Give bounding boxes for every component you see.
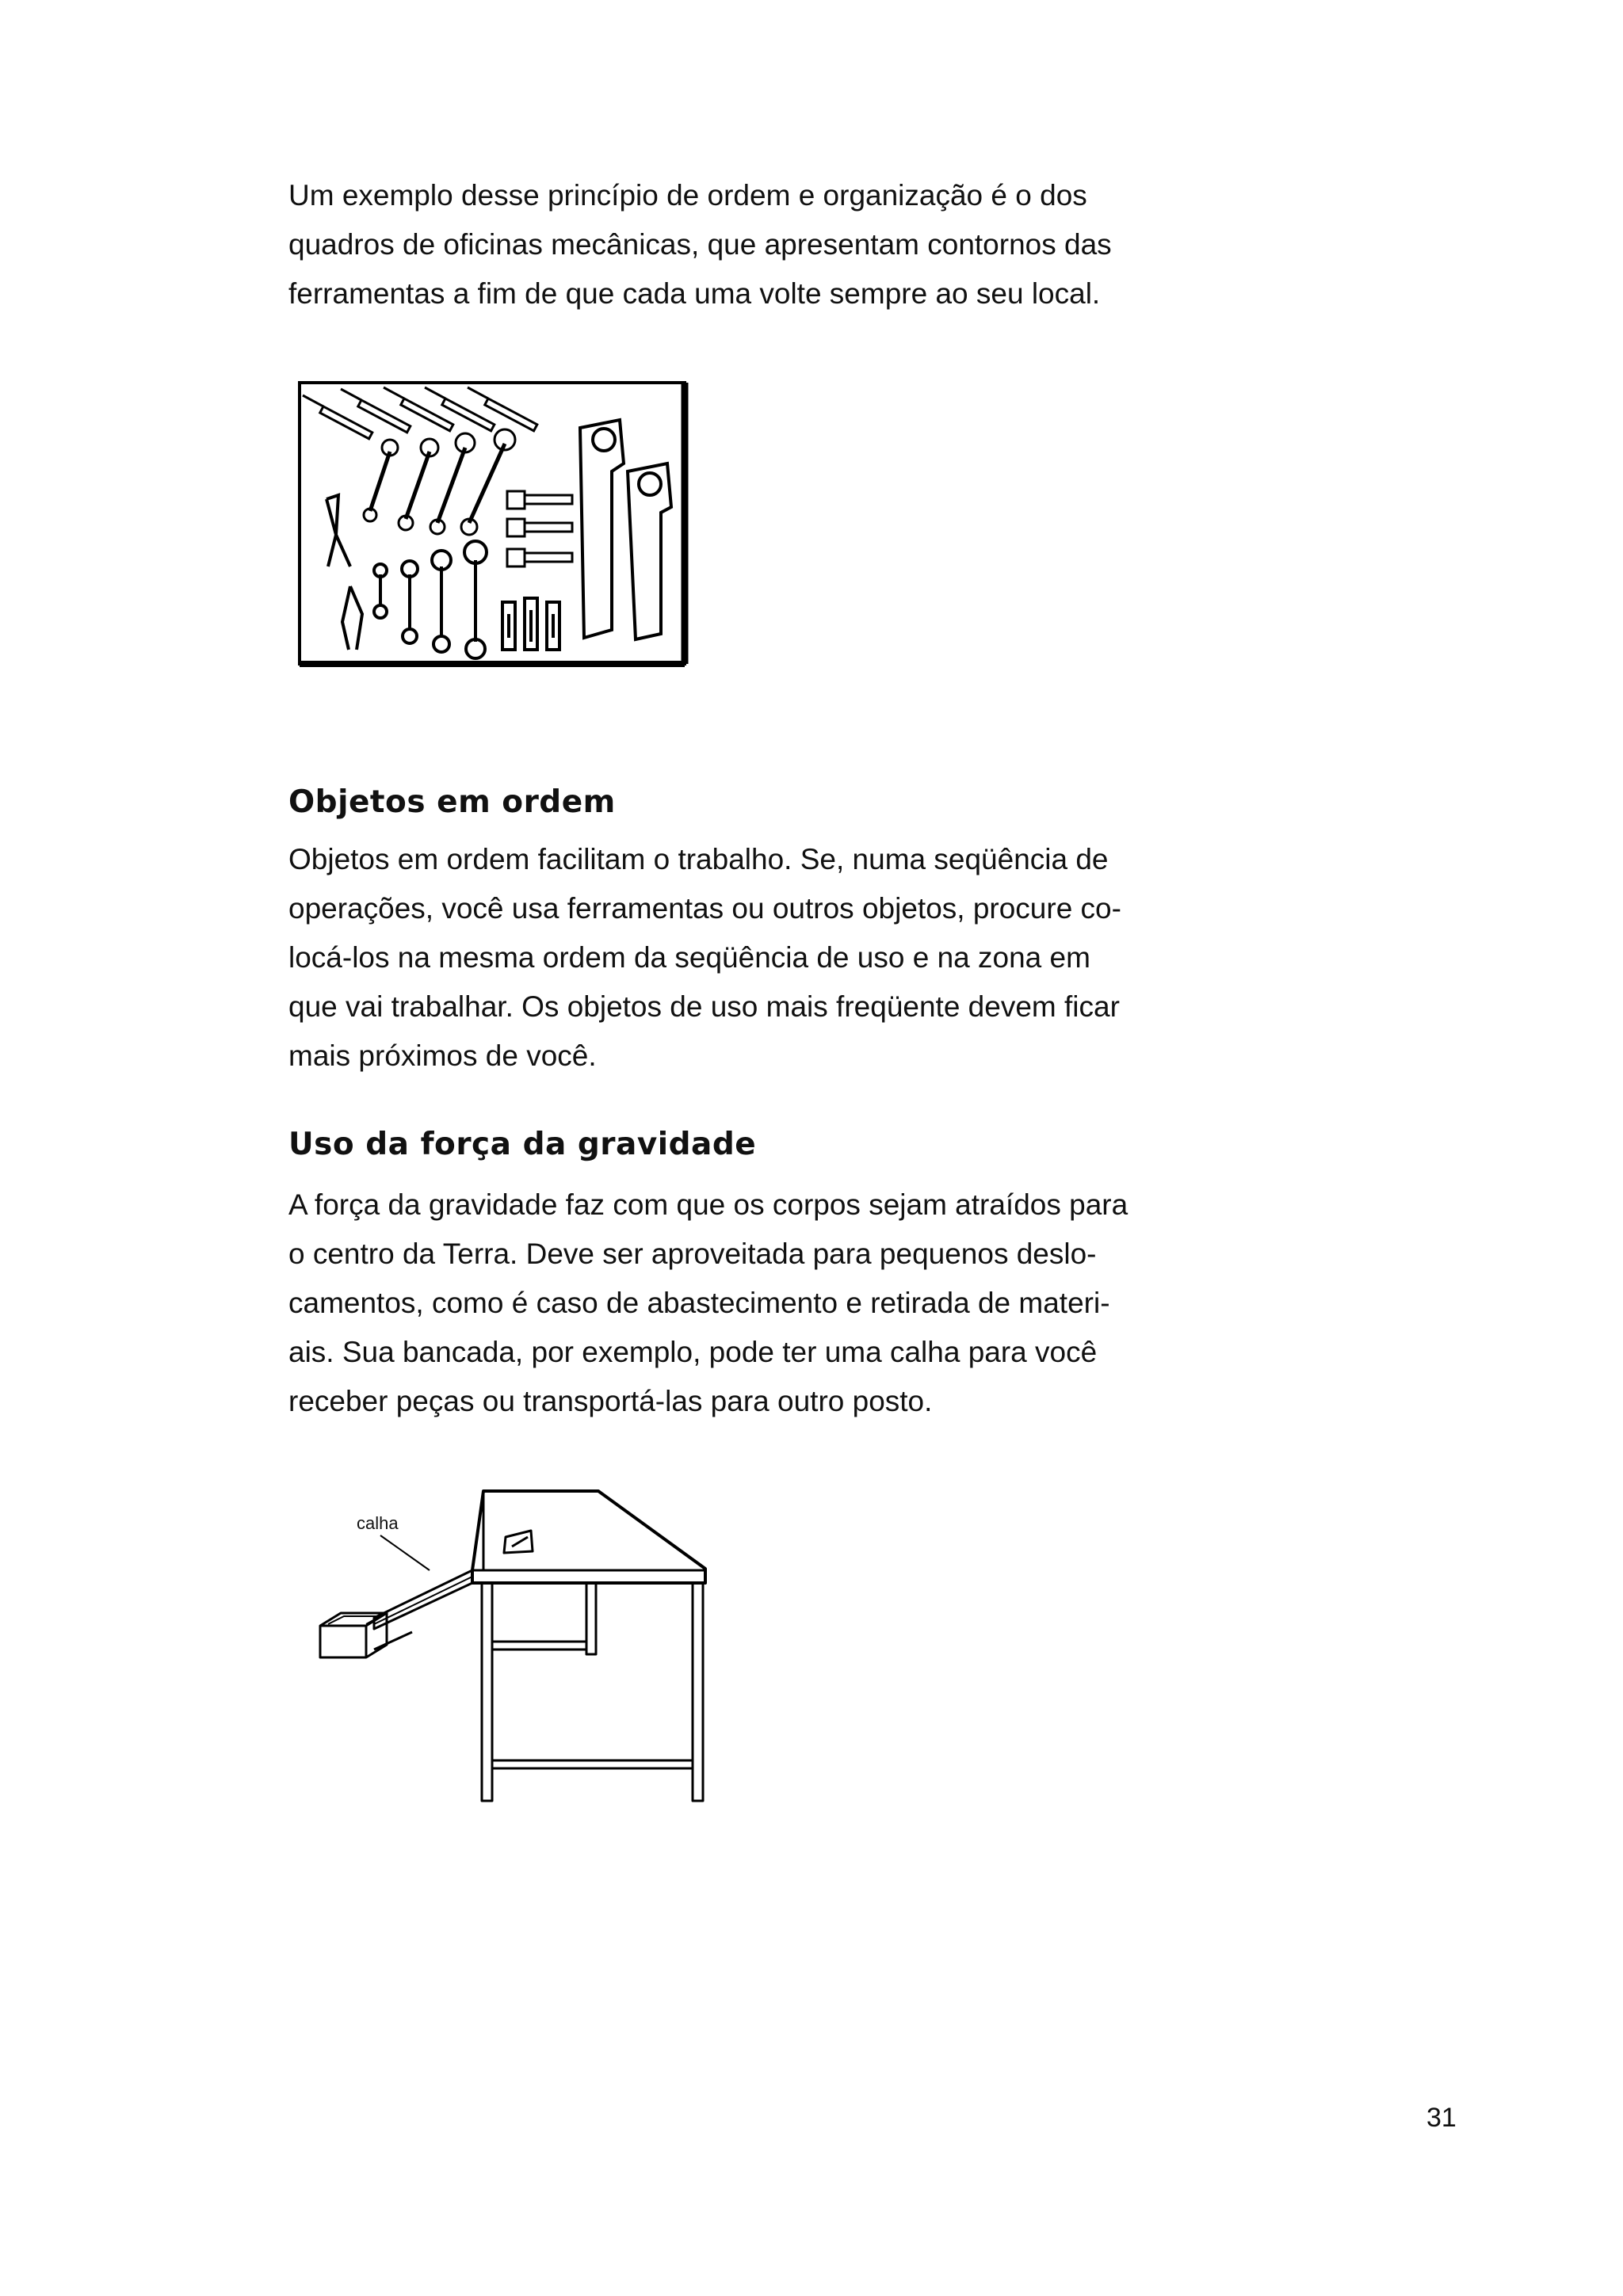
section-heading-order: Objetos em ordem (288, 784, 616, 820)
text-line: quadros de oficinas mecânicas, que apresentam contornos das (288, 228, 1112, 261)
text-line: ferramentas a fim de que cada uma volte sempre ao seu local. (288, 277, 1101, 310)
text-line: A força da gravidade faz com que os corpos sejam atraídos para (288, 1188, 1128, 1221)
tool-board-illustration (295, 376, 691, 673)
chute-label: calha (357, 1513, 399, 1533)
page-number: 31 (1426, 2103, 1457, 2133)
text-line: Um exemplo desse princípio de ordem e organização é o dos (288, 179, 1087, 212)
text-line: ais. Sua bancada, por exemplo, pode ter uma calha para você (288, 1336, 1098, 1368)
text-line: camentos, como é caso de abastecimento e retirada de materi- (288, 1287, 1110, 1319)
text-line: mais próximos de você. (288, 1039, 597, 1072)
intro-paragraph (288, 171, 1184, 318)
text-line: receber peças ou transportá-las para outro posto. (288, 1385, 933, 1417)
order-paragraph (288, 835, 1184, 1081)
text-line: Objetos em ordem facilitam o trabalho. Se, numa seqüência de (288, 843, 1109, 875)
section-heading-gravity: Uso da força da gravidade (288, 1127, 757, 1162)
text-line: operações, você usa ferramentas ou outros objetos, procure co- (288, 892, 1121, 925)
text-line: locá-los na mesma ordem da seqüência de uso e na zona em (288, 941, 1090, 974)
text-line: que vai trabalhar. Os objetos de uso mais freqüente devem ficar (288, 990, 1120, 1023)
text-line: o centro da Terra. Deve ser aproveitada para pequenos deslo- (288, 1238, 1097, 1270)
workbench-chute-illustration (317, 1482, 729, 1814)
gravity-paragraph (288, 1180, 1184, 1426)
